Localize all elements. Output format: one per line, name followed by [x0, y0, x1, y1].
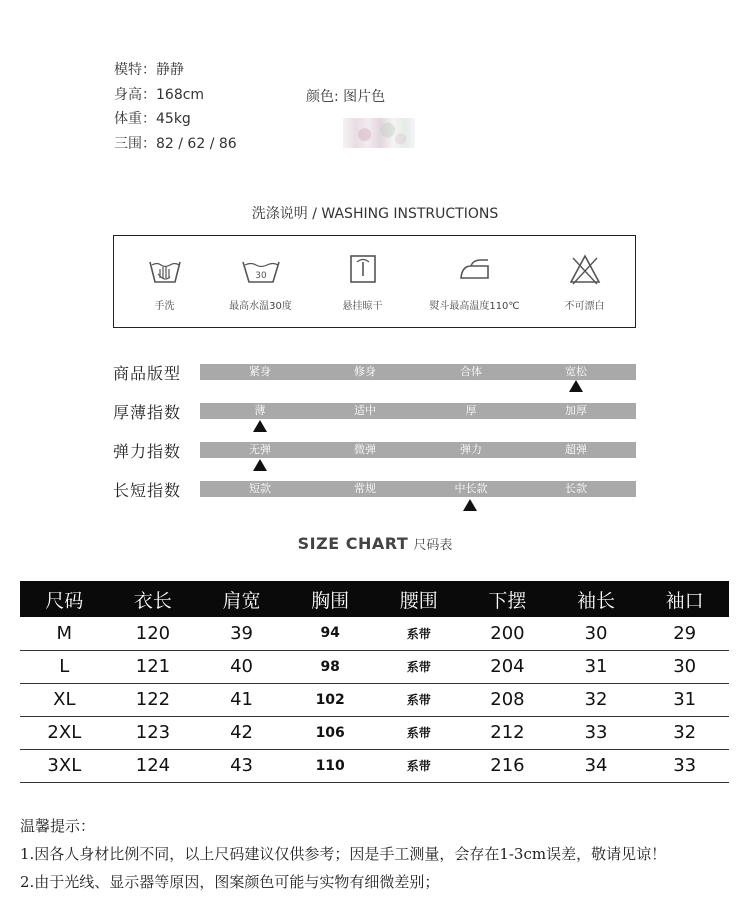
size-chart-title-cn: 尺码表	[413, 538, 453, 553]
table-cell: 102	[286, 683, 375, 716]
model-measurements-label: 三围：	[114, 135, 156, 152]
washing-instructions-box	[113, 235, 636, 328]
scale-option: 弹力	[460, 443, 482, 456]
table-cell: 41	[197, 683, 286, 716]
table-cell: 30	[640, 650, 729, 683]
scale-option: 紧身	[249, 365, 271, 378]
scale-option: 适中	[354, 404, 376, 417]
size-chart-header-row	[20, 581, 729, 617]
table-cell: 30	[552, 617, 641, 650]
model-name-label: 模特：	[114, 62, 156, 78]
model-name-value: 静静	[156, 62, 184, 78]
scale-option: 厚	[465, 404, 477, 417]
hand-wash-icon	[148, 254, 182, 286]
column-header: 袖口	[640, 581, 729, 617]
selected-indicator-fit	[569, 380, 583, 392]
tips-line-1: 1.因各人身材比例不同，以上尺码建议仅供参考；因是手工测量，会存在1-3cm误差，敬请见谅！	[20, 845, 667, 863]
color-info	[306, 86, 385, 106]
table-cell: 106	[286, 716, 375, 749]
column-header: 胸围	[286, 581, 375, 617]
tips-title: 温馨提示：	[20, 817, 96, 835]
column-header: 腰围	[375, 581, 464, 617]
table-cell: 42	[197, 716, 286, 749]
scale-option: 加厚	[565, 404, 587, 417]
table-cell: 2XL	[20, 716, 109, 749]
table-cell: 123	[109, 716, 198, 749]
scale-option: 常规	[354, 482, 376, 495]
model-height-label: 身高：	[114, 86, 156, 103]
table-cell: 3XL	[20, 749, 109, 782]
washing-title: 洗涤说明 / WASHING INSTRUCTIONS	[251, 206, 499, 222]
washing-item-no-bleach	[532, 236, 637, 312]
color-value: 图片色	[343, 89, 386, 105]
selected-indicator-thickness	[253, 420, 267, 432]
table-cell: 120	[109, 617, 198, 650]
model-weight-label: 体重：	[114, 111, 156, 127]
no-bleach-icon	[568, 254, 602, 286]
scale-option: 薄	[254, 404, 266, 417]
table-cell: 122	[109, 683, 198, 716]
model-weight-value: 45kg	[156, 111, 191, 127]
model-name-row	[114, 58, 237, 83]
scale-option: 微弹	[354, 443, 376, 456]
table-cell: 98	[286, 650, 375, 683]
table-row	[20, 617, 729, 650]
column-header: 袖长	[552, 581, 641, 617]
model-weight-row	[114, 107, 237, 132]
washing-item-hang-dry	[310, 236, 415, 312]
selected-indicator-length	[463, 499, 477, 511]
table-row	[20, 650, 729, 683]
scale-option: 宽松	[565, 365, 587, 378]
scale-option: 修身	[354, 365, 376, 378]
model-measurements-value: 82 / 62 / 86	[156, 135, 237, 152]
washing-label-max-30: 最高水温30度	[229, 301, 292, 312]
table-cell: 31	[552, 650, 641, 683]
table-row	[20, 683, 729, 716]
table-row	[20, 749, 729, 782]
attr-label-thickness: 厚薄指数	[113, 403, 182, 422]
tips-section	[20, 812, 666, 896]
table-cell: 121	[109, 650, 198, 683]
scale-option: 中长款	[454, 482, 488, 495]
table-cell: 33	[552, 716, 641, 749]
washing-label-no-bleach: 不可漂白	[564, 301, 605, 312]
table-cell: 216	[463, 749, 552, 782]
table-cell: XL	[20, 683, 109, 716]
attr-label-fit: 商品版型	[113, 364, 182, 383]
tips-line-2: 2.由于光线、显示器等原因，图案颜色可能与实物有细微差别；	[20, 873, 440, 891]
max-30-wash-icon	[241, 254, 281, 286]
scale-option: 长款	[565, 482, 587, 495]
model-measurements-row	[114, 132, 237, 157]
svg-text:30: 30	[254, 271, 267, 281]
attr-scale-fit	[200, 364, 636, 380]
table-cell: 34	[552, 749, 641, 782]
table-row	[20, 716, 729, 749]
table-cell: L	[20, 650, 109, 683]
selected-indicator-elasticity	[253, 459, 267, 471]
washing-item-hand-wash	[112, 236, 217, 312]
table-cell: 200	[463, 617, 552, 650]
model-height-value: 168cm	[156, 86, 205, 103]
attr-label-length: 长短指数	[113, 481, 182, 500]
table-cell: 40	[197, 650, 286, 683]
table-cell: 系带	[375, 617, 464, 650]
scale-option: 无弹	[249, 443, 271, 456]
washing-label-hand-wash: 手洗	[154, 301, 175, 312]
scale-option: 超弹	[565, 443, 587, 456]
table-cell: 33	[640, 749, 729, 782]
iron-icon	[457, 254, 493, 286]
attr-scale-length	[200, 481, 636, 497]
washing-item-iron	[422, 236, 527, 312]
column-header: 衣长	[109, 581, 198, 617]
table-cell: 212	[463, 716, 552, 749]
table-cell: 204	[463, 650, 552, 683]
table-cell: 32	[552, 683, 641, 716]
table-cell: 124	[109, 749, 198, 782]
attr-scale-elasticity	[200, 442, 636, 458]
table-cell: 208	[463, 683, 552, 716]
size-chart-table	[20, 581, 729, 783]
table-cell: 39	[197, 617, 286, 650]
attr-label-elasticity: 弹力指数	[113, 442, 182, 461]
column-header: 尺码	[20, 581, 109, 617]
size-chart-title-en: SIZE CHART	[297, 534, 409, 553]
table-cell: 31	[640, 683, 729, 716]
table-cell: 系带	[375, 650, 464, 683]
washing-label-hang-dry: 悬挂晾干	[342, 301, 383, 312]
hang-dry-icon	[348, 254, 378, 286]
table-cell: 系带	[375, 683, 464, 716]
table-cell: 系带	[375, 716, 464, 749]
model-height-row	[114, 83, 237, 108]
attr-scale-thickness	[200, 403, 636, 419]
table-cell: 110	[286, 749, 375, 782]
size-chart-title	[0, 534, 750, 553]
washing-item-max-30	[208, 236, 313, 312]
scale-option: 合体	[460, 365, 482, 378]
color-swatch-image	[343, 118, 415, 148]
washing-label-iron: 熨斗最高温度110℃	[429, 301, 520, 312]
column-header: 肩宽	[197, 581, 286, 617]
table-cell: 32	[640, 716, 729, 749]
table-cell: 43	[197, 749, 286, 782]
table-cell: 29	[640, 617, 729, 650]
column-header: 下摆	[463, 581, 552, 617]
table-cell: 系带	[375, 749, 464, 782]
table-cell: M	[20, 617, 109, 650]
scale-option: 短款	[249, 482, 271, 495]
table-cell: 94	[286, 617, 375, 650]
model-info	[114, 58, 237, 156]
color-label: 颜色:	[306, 89, 339, 105]
